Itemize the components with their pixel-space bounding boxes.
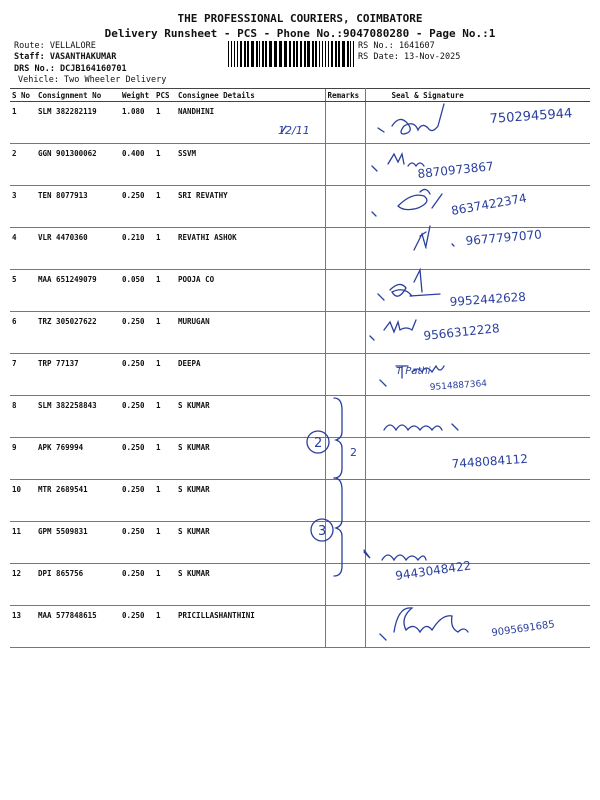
handwritten-count-1b: 2 xyxy=(350,446,357,459)
col-sno: S No xyxy=(10,89,36,102)
row-seal-signature xyxy=(365,144,590,186)
row-seal-signature xyxy=(365,270,590,312)
barcode-bar xyxy=(328,41,329,67)
barcode-bar xyxy=(259,41,260,67)
row-remarks xyxy=(325,228,365,270)
barcode-bar xyxy=(353,41,354,67)
row-weight: 0.250 xyxy=(120,354,154,396)
drs-number: DRS No.: DCJB164160701 xyxy=(14,64,127,74)
row-weight: 0.250 xyxy=(120,396,154,438)
row-sno: 12 xyxy=(10,564,36,606)
row-sno: 2 xyxy=(10,144,36,186)
vehicle-label: Vehicle: Two Wheeler Delivery xyxy=(18,75,167,85)
row-remarks xyxy=(325,522,365,564)
row-consignee: REVATHI ASHOK xyxy=(176,228,325,270)
barcode-image xyxy=(228,41,354,67)
barcode-bar xyxy=(300,41,302,67)
runsheet-subtitle: Delivery Runsheet - PCS - Phone No.:9047080280 - Page No.:1 xyxy=(104,27,496,40)
row-weight: 0.250 xyxy=(120,522,154,564)
row-sno: 1 xyxy=(10,102,36,144)
barcode-bar xyxy=(304,41,306,67)
barcode-bar xyxy=(247,41,249,67)
handwritten-name-row-7: T Pathi xyxy=(396,366,431,377)
row-seal-signature xyxy=(365,564,590,606)
row-weight: 0.250 xyxy=(120,438,154,480)
barcode-bar xyxy=(234,41,235,67)
row-sno: 9 xyxy=(10,438,36,480)
table-row xyxy=(10,228,590,270)
row-consignee: S KUMAR xyxy=(176,438,325,480)
col-seal-signature: Seal & Signature xyxy=(365,89,590,102)
handwritten-phone-row-13: 9095691685 xyxy=(490,619,556,639)
barcode-bar xyxy=(228,41,229,67)
barcode-bar xyxy=(293,41,295,67)
row-remarks xyxy=(325,606,365,648)
row-weight: 0.050 xyxy=(120,270,154,312)
barcode-bar xyxy=(350,41,351,67)
row-seal-signature xyxy=(365,354,590,396)
row-consignee: NANDHINI xyxy=(176,102,325,144)
row-remarks xyxy=(325,438,365,480)
handwritten-phone-row-5: 9952442628 xyxy=(449,289,527,309)
barcode-bar xyxy=(274,41,277,67)
table-row xyxy=(10,396,590,438)
row-consignment-no: DPI 865756 xyxy=(36,564,120,606)
barcode-bar xyxy=(262,41,264,67)
row-seal-signature xyxy=(365,480,590,522)
col-consignee: Consignee Details xyxy=(176,89,325,102)
table-row xyxy=(10,102,590,144)
row-consignee: PRICILLASHANTHINI xyxy=(176,606,325,648)
handwritten-count-1: 2 xyxy=(314,436,323,451)
handwritten-phone-row-6: 9566312228 xyxy=(422,321,501,343)
row-sno: 4 xyxy=(10,228,36,270)
row-consignee: DEEPA xyxy=(176,354,325,396)
table-row xyxy=(10,480,590,522)
row-pcs: 1 xyxy=(154,186,176,228)
row-consignee: SRI REVATHY xyxy=(176,186,325,228)
handwritten-phone-row-3: 8637422374 xyxy=(450,190,528,218)
row-weight: 0.250 xyxy=(120,480,154,522)
rs-number: RS No.: 1641607 xyxy=(358,41,435,51)
row-pcs: 1 xyxy=(154,354,176,396)
handwritten-phone-row-7: 9514887364 xyxy=(429,379,488,393)
row-consignment-no: TRZ 305027622 xyxy=(36,312,120,354)
barcode-bar xyxy=(284,41,287,67)
row-weight: 0.250 xyxy=(120,312,154,354)
row-remarks xyxy=(325,396,365,438)
row-remarks xyxy=(325,270,365,312)
barcode-bar xyxy=(237,41,238,67)
row-sno: 8 xyxy=(10,396,36,438)
row-remarks xyxy=(325,564,365,606)
row-sno: 10 xyxy=(10,480,36,522)
table-row xyxy=(10,606,590,648)
table-row xyxy=(10,564,590,606)
row-consignee: S KUMAR xyxy=(176,564,325,606)
col-pcs: PCS xyxy=(154,89,176,102)
row-pcs: 1 xyxy=(154,144,176,186)
handwritten-count-2: 3 xyxy=(318,524,327,539)
handwritten-phone-row-1: 7502945944 xyxy=(489,106,573,127)
row-weight: 0.250 xyxy=(120,186,154,228)
barcode-bar xyxy=(338,41,340,67)
row-consignment-no: SLM 382282119 xyxy=(36,102,120,144)
barcode-bar xyxy=(342,41,345,67)
row-weight: 0.250 xyxy=(120,606,154,648)
handwritten-phone-row-4: 9677797070 xyxy=(465,227,543,248)
barcode-bar xyxy=(251,41,254,67)
row-consignee: POOJA CO xyxy=(176,270,325,312)
row-weight: 0.210 xyxy=(120,228,154,270)
table-row xyxy=(10,354,590,396)
barcode-bar xyxy=(279,41,282,67)
table-header-row xyxy=(10,89,590,102)
col-consignment: Consignment No xyxy=(36,89,120,102)
row-seal-signature xyxy=(365,438,590,480)
barcode-bar xyxy=(296,41,298,67)
row-sno: 3 xyxy=(10,186,36,228)
barcode-bar xyxy=(312,41,314,67)
barcode-bar xyxy=(335,41,337,67)
table-row xyxy=(10,522,590,564)
row-pcs: 1 xyxy=(154,564,176,606)
row-sno: 5 xyxy=(10,270,36,312)
row-consignment-no: GGN 901300062 xyxy=(36,144,120,186)
row-consignee: MURUGAN xyxy=(176,312,325,354)
row-remarks xyxy=(325,480,365,522)
row-weight: 0.250 xyxy=(120,564,154,606)
row-consignee: S KUMAR xyxy=(176,522,325,564)
col-weight: Weight xyxy=(120,89,154,102)
table-row xyxy=(10,312,590,354)
row-consignee: S KUMAR xyxy=(176,396,325,438)
row-seal-signature xyxy=(365,606,590,648)
row-consignment-no: TRP 77137 xyxy=(36,354,120,396)
row-pcs: 1 xyxy=(154,312,176,354)
barcode-bar xyxy=(231,41,232,67)
row-consignment-no: TEN 8077913 xyxy=(36,186,120,228)
table-row xyxy=(10,270,590,312)
row-consignment-no: MAA 651249079 xyxy=(36,270,120,312)
col-remarks: Remarks xyxy=(325,89,365,102)
row-consignment-no: MAA 577848615 xyxy=(36,606,120,648)
barcode-bar xyxy=(244,41,246,67)
staff-label: Staff: VASANTHAKUMAR xyxy=(14,52,117,62)
row-seal-signature xyxy=(365,228,590,270)
row-remarks xyxy=(325,186,365,228)
route-label: Route: VELLALORE xyxy=(14,41,96,51)
barcode-bar xyxy=(331,41,333,67)
handwritten-phone-row-9: 7448084112 xyxy=(451,451,529,471)
barcode-bar xyxy=(347,41,349,67)
barcode-bar xyxy=(256,41,258,67)
table-row xyxy=(10,186,590,228)
row-remarks xyxy=(325,144,365,186)
barcode-bar xyxy=(315,41,317,67)
row-sno: 7 xyxy=(10,354,36,396)
row-seal-signature xyxy=(365,522,590,564)
barcode-bar xyxy=(307,41,310,67)
row-sno: 11 xyxy=(10,522,36,564)
row-consignment-no: MTR 2689541 xyxy=(36,480,120,522)
barcode-bar xyxy=(325,41,326,67)
rs-date: RS Date: 13-Nov-2025 xyxy=(358,52,461,62)
barcode-bar xyxy=(240,41,242,67)
barcode-bar xyxy=(322,41,323,67)
row-pcs: 1 xyxy=(154,480,176,522)
row-seal-signature xyxy=(365,396,590,438)
row-remarks xyxy=(325,102,365,144)
handwritten-phone-row-2: 8870973867 xyxy=(416,159,495,181)
barcode-bar xyxy=(265,41,267,67)
row-remarks xyxy=(325,354,365,396)
row-remarks xyxy=(325,312,365,354)
row-seal-signature xyxy=(365,312,590,354)
row-weight: 0.400 xyxy=(120,144,154,186)
barcode-bar xyxy=(269,41,272,67)
table-row xyxy=(10,438,590,480)
handwritten-phone-row-11: 9443048422 xyxy=(394,558,473,583)
row-seal-signature xyxy=(365,102,590,144)
row-consignment-no: SLM 382258843 xyxy=(36,396,120,438)
row-seal-signature xyxy=(365,186,590,228)
row-pcs: 1 xyxy=(154,522,176,564)
row-pcs: 1 xyxy=(154,606,176,648)
row-pcs: 1 xyxy=(154,438,176,480)
row-consignee: SSVM xyxy=(176,144,325,186)
row-sno: 6 xyxy=(10,312,36,354)
row-consignee: S KUMAR xyxy=(176,480,325,522)
barcode-bar xyxy=(289,41,291,67)
row-weight: 1.080 xyxy=(120,102,154,144)
runsheet-table xyxy=(10,88,590,648)
handwritten-date-note: 12/11 xyxy=(278,124,310,137)
row-consignment-no: VLR 4470360 xyxy=(36,228,120,270)
row-sno: 13 xyxy=(10,606,36,648)
table-row xyxy=(10,144,590,186)
runsheet-title: THE PROFESSIONAL COURIERS, COIMBATORE xyxy=(177,12,423,25)
row-pcs: 1 xyxy=(154,228,176,270)
barcode-bar xyxy=(319,41,320,67)
row-consignment-no: GPM 5509831 xyxy=(36,522,120,564)
row-consignment-no: APK 769994 xyxy=(36,438,120,480)
row-pcs: 1 xyxy=(154,270,176,312)
row-pcs: 1 xyxy=(154,396,176,438)
row-pcs: 1 xyxy=(154,102,176,144)
